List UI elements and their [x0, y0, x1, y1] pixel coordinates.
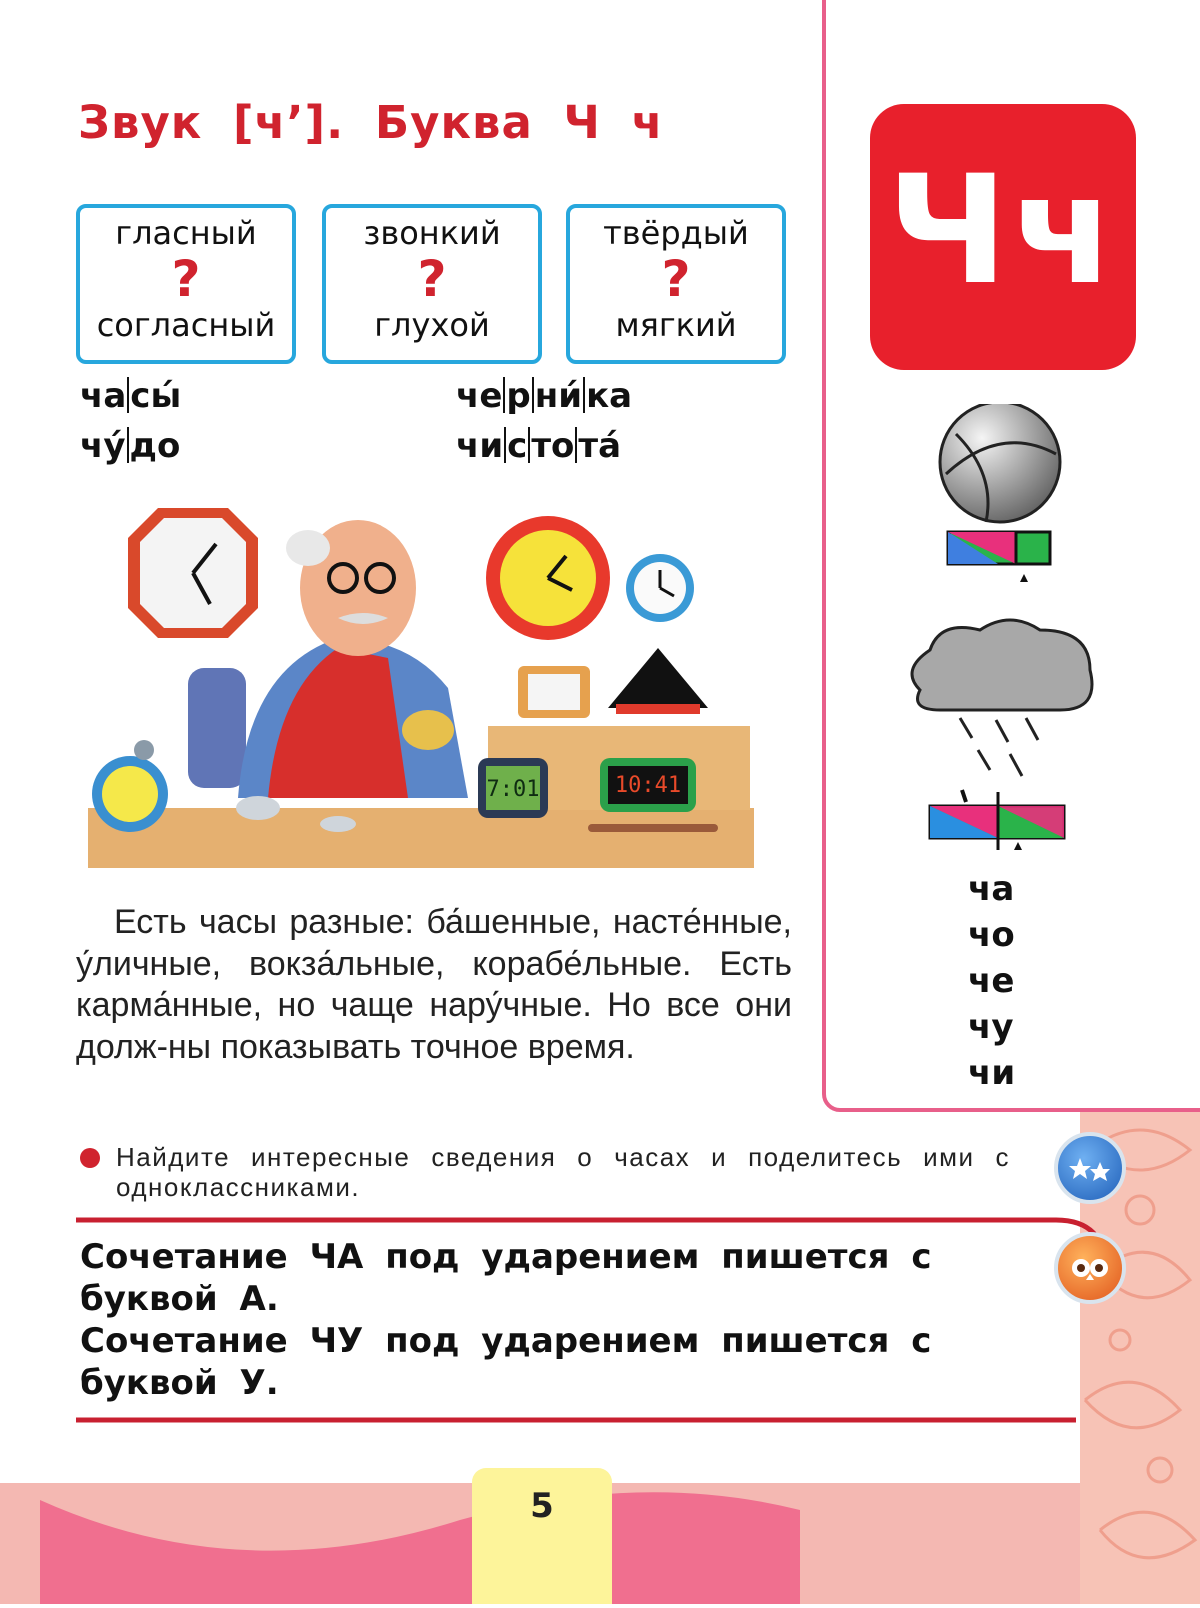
word-chasy — [80, 376, 181, 416]
question-mark: ? — [417, 250, 447, 308]
page-number: 5 — [530, 1486, 554, 1526]
story-text: Есть часы разные: ба́шенные, насте́нные, у́личные, вокза́льные, корабе́льные. Есть карма́нные, но чаще нару́чные. Но все они долж-ны показывать точное время. — [76, 903, 792, 1066]
box-bottom-label: глухой — [374, 306, 490, 344]
cloud-icon — [900, 610, 1100, 850]
box-top-label: гласный — [115, 214, 257, 252]
syllable-cho: чо — [968, 915, 1015, 955]
hard-soft-box — [566, 204, 786, 364]
svg-text:10:41: 10:41 — [614, 773, 682, 798]
box-top-label: звонкий — [363, 214, 501, 252]
clock-shop-illustration — [88, 508, 754, 868]
ball-icon — [936, 404, 1066, 584]
owl-icon — [1054, 1232, 1126, 1304]
word-chudo — [80, 426, 180, 466]
syllable: то — [531, 426, 575, 466]
triangle-clock — [608, 648, 708, 714]
syllable: че — [456, 376, 503, 416]
syllable-divider — [532, 377, 534, 413]
digital-clock-green — [478, 758, 548, 818]
clockmaker-figure — [238, 520, 468, 798]
syllable-divider — [127, 427, 129, 463]
question-mark: ? — [661, 250, 691, 308]
syllable-che: че — [968, 961, 1015, 1001]
syllable: ча — [80, 376, 127, 416]
word-chistota — [456, 426, 621, 466]
small-wall-clock — [626, 554, 694, 622]
task-bullet — [80, 1148, 100, 1168]
question-mark: ? — [171, 250, 201, 308]
box-bottom-label: согласный — [96, 306, 276, 344]
letter-card-text: Чч — [886, 144, 1120, 318]
task-text: Найдите интересные сведения о часах и поделитесь ими с одноклассниками. — [116, 1142, 1010, 1202]
syllable-divider — [583, 377, 585, 413]
svg-text:7:01: 7:01 — [486, 777, 540, 802]
syllable: чи — [456, 426, 504, 466]
syllable-list — [968, 866, 1015, 1096]
page-title: Звук [ч’]. Буква Ч ч — [78, 96, 664, 149]
syllable: та́ — [578, 426, 622, 466]
vowel-consonant-box — [76, 204, 296, 364]
syllable-chi: чи — [968, 1053, 1016, 1093]
story-paragraph — [76, 902, 792, 1068]
box-top-label: твёрдый — [603, 214, 749, 252]
syllable: до — [129, 426, 181, 466]
box-bottom-label: мягкий — [615, 306, 737, 344]
syllable: р — [506, 376, 531, 416]
syllable-cha: ча — [968, 869, 1015, 909]
digital-clock-red — [600, 758, 696, 812]
alarm-clock — [92, 740, 168, 832]
syllable: ка — [586, 376, 633, 416]
footer-wave-decoration — [40, 1480, 800, 1604]
desk-clock — [518, 666, 590, 718]
flower-wall-clock — [486, 516, 610, 640]
word-chernika — [456, 376, 632, 416]
spelling-rule — [80, 1236, 950, 1404]
letter-card — [870, 104, 1136, 370]
rule-line-chu: Сочетание ЧУ под ударением пишется с буквой У. — [80, 1321, 932, 1403]
stars-icon — [1054, 1132, 1126, 1204]
syllable: чу́ — [80, 426, 126, 466]
rule-line-cha: Сочетание ЧА под ударением пишется с буквой А. — [80, 1237, 932, 1319]
syllable: с — [507, 426, 528, 466]
syllable: сы́ — [130, 376, 182, 416]
syllable-chu: чу — [968, 1007, 1014, 1047]
syllable-divider — [127, 377, 129, 413]
page-number-box — [472, 1468, 612, 1604]
octagon-wall-clock — [128, 508, 258, 638]
syllable-divider — [504, 427, 506, 463]
voiced-voiceless-box — [322, 204, 542, 364]
syllable: ни́ — [534, 376, 583, 416]
